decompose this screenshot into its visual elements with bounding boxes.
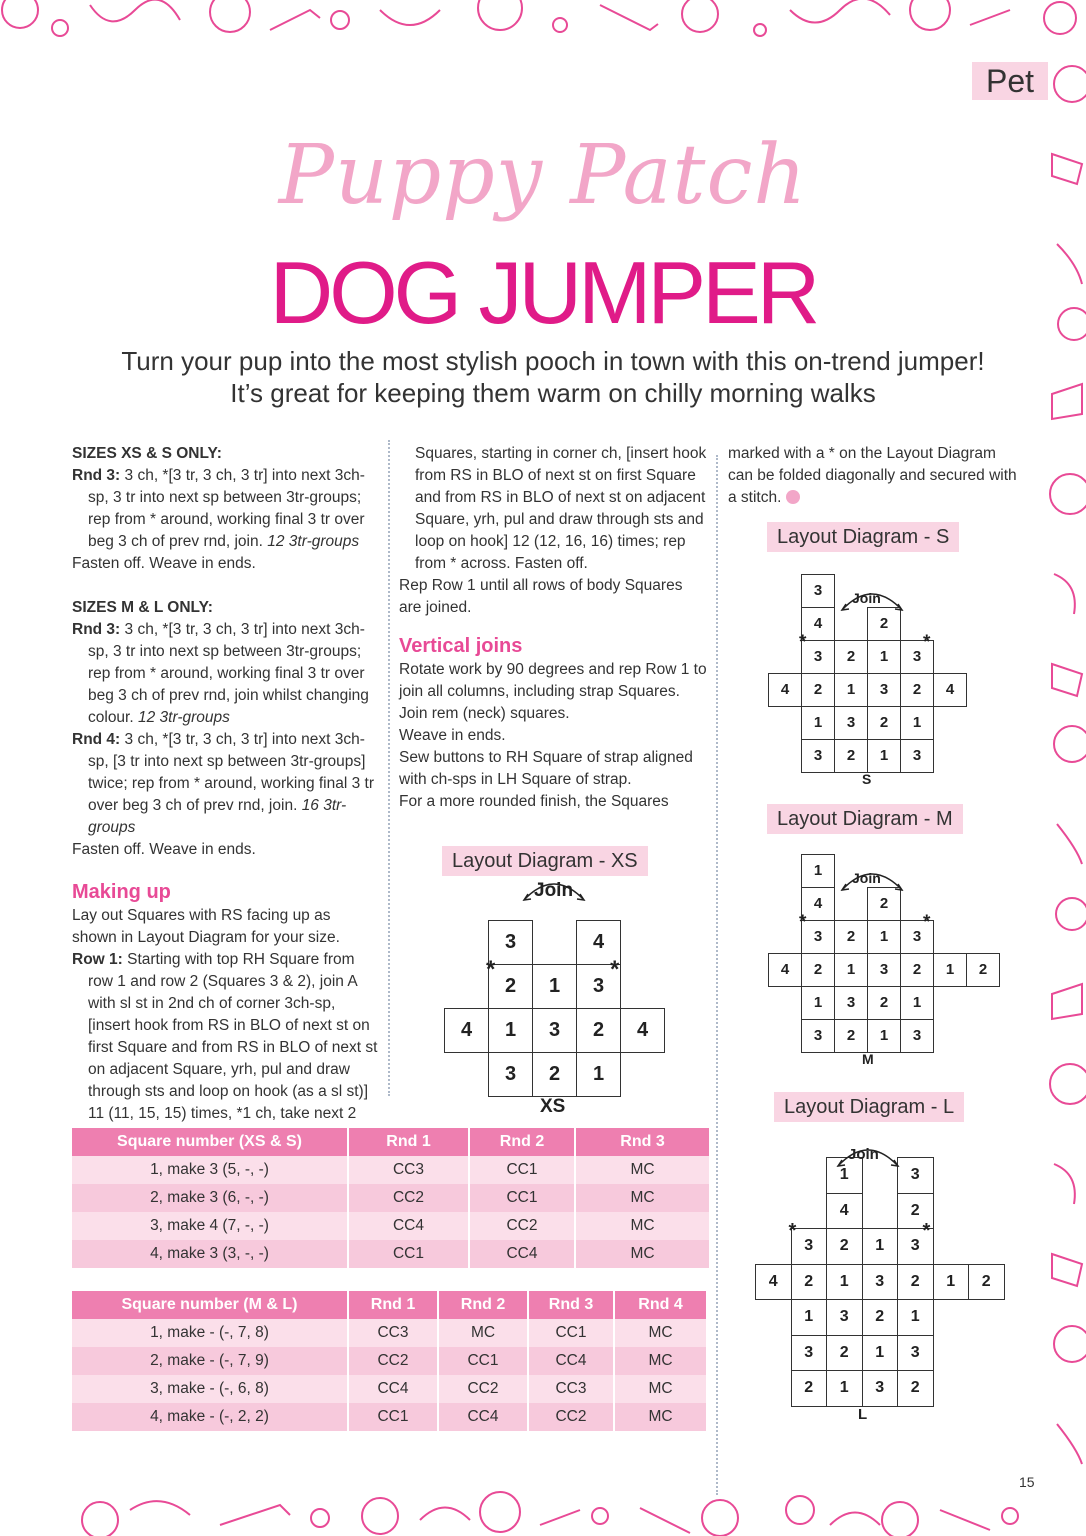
diagram-square: 2 (900, 673, 934, 707)
round-label: Rnd 3: (72, 467, 121, 484)
diagram-square: 4 (801, 887, 835, 921)
instruction-paragraph: Rotate work by 90 degrees and rep Row 1 to join all columns, including strap Squares. (399, 661, 707, 700)
square-table-m-l (72, 1291, 706, 1431)
diagram-square: 1 (801, 854, 835, 888)
diagram-square: 2 (897, 1264, 934, 1301)
fold-marker-icon: * (922, 1220, 931, 1242)
sizes-heading: SIZES M & L ONLY: (72, 599, 213, 616)
diagram-square: 2 (897, 1193, 934, 1230)
table-cell: MC (575, 1240, 709, 1268)
column-2 (399, 443, 709, 813)
sizes-heading: SIZES XS & S ONLY: (72, 445, 222, 462)
making-up-heading: Making up (72, 881, 171, 903)
table-cell: CC3 (348, 1319, 438, 1347)
diagram-square: 1 (867, 739, 901, 773)
diagram-square: 3 (900, 640, 934, 674)
round-count: 12 3tr-groups (267, 533, 360, 550)
diagram-square: 1 (801, 986, 835, 1020)
table-cell: CC3 (348, 1156, 469, 1184)
diagram-square: 1 (801, 706, 835, 740)
page-title: DOG JUMPER (269, 243, 817, 342)
round-label: Rnd 3: (72, 621, 121, 638)
instruction-paragraph: Join rem (neck) squares. (399, 705, 570, 722)
diagram-square: 3 (801, 574, 835, 608)
join-label: Join (534, 880, 574, 901)
table-row (72, 1403, 706, 1431)
column-divider (716, 455, 718, 1495)
size-label: S (862, 771, 872, 787)
table-cell: 3, make 4 (7, -, -) (72, 1212, 348, 1240)
table-row (72, 1240, 709, 1268)
join-label: Join (852, 590, 881, 606)
diagram-square: 1 (867, 920, 901, 954)
table-cell: 3, make - (-, 6, 8) (72, 1375, 348, 1403)
diagram-square: 1 (532, 964, 577, 1009)
diagram-label-l: Layout Diagram - L (774, 1092, 964, 1122)
round-count: 16 3tr-groups (88, 797, 347, 836)
round-label: Rnd 4: (72, 731, 121, 748)
diagram-square: 1 (834, 673, 868, 707)
join-arrow-icon (832, 584, 912, 614)
diagram-square: 2 (576, 1008, 621, 1053)
diagram-square: 4 (444, 1008, 489, 1053)
yarn-ball-icon (786, 490, 800, 504)
diagram-square: 1 (862, 1335, 899, 1372)
diagram-square: 3 (867, 673, 901, 707)
table-row (72, 1156, 709, 1184)
table-cell: 2, make 3 (6, -, -) (72, 1184, 348, 1212)
diagram-square: 3 (488, 920, 533, 965)
table-cell: 1, make 3 (5, -, -) (72, 1156, 348, 1184)
diagram-square: 4 (768, 953, 802, 987)
diagram-square: 2 (834, 739, 868, 773)
table-cell: CC4 (348, 1375, 438, 1403)
diagram-square: 1 (900, 986, 934, 1020)
fold-note: marked with a * on the Layout Diagram can be folded diagonally and secured with a stitch. (728, 445, 1017, 506)
diagram-square: 4 (826, 1193, 863, 1230)
diagram-square: 3 (801, 1019, 835, 1053)
table-header: Rnd 4 (614, 1291, 706, 1319)
join-arrow-icon (514, 874, 594, 904)
table-cell: CC1 (469, 1156, 575, 1184)
table-cell: MC (614, 1375, 706, 1403)
diagram-square: 3 (826, 1299, 863, 1336)
diagram-square: 3 (801, 640, 835, 674)
table-cell: CC4 (528, 1347, 614, 1375)
diagram-square: 4 (755, 1264, 792, 1301)
diagram-square: 1 (867, 640, 901, 674)
diagram-square: 2 (834, 1019, 868, 1053)
table-header: Square number (M & L) (72, 1291, 348, 1319)
diagram-square: 3 (897, 1157, 934, 1194)
diagram-square: 2 (968, 1264, 1005, 1301)
table-cell: MC (575, 1156, 709, 1184)
table-row (72, 1375, 706, 1403)
table-row (72, 1212, 709, 1240)
diagram-square: 4 (620, 1008, 665, 1053)
diagram-square: 3 (488, 1052, 533, 1097)
table-cell: CC1 (348, 1240, 469, 1268)
column-divider (388, 440, 390, 1096)
diagram-square: 1 (576, 1052, 621, 1097)
fold-marker-icon: * (923, 632, 931, 653)
diagram-square: 3 (791, 1335, 828, 1372)
diagram-square: 2 (862, 1299, 899, 1336)
diagram-square: 1 (826, 1157, 863, 1194)
diagram-square: 3 (900, 920, 934, 954)
instruction-paragraph: Sew buttons to RH Square of strap aligned with ch-sps in LH Square of strap. (399, 749, 693, 788)
vertical-joins-heading: Vertical joins (399, 635, 523, 657)
fasten-off-text: Fasten off. Weave in ends. (72, 555, 256, 572)
diagram-square: 3 (834, 706, 868, 740)
table-header: Rnd 2 (469, 1128, 575, 1156)
diagram-square: 4 (768, 673, 802, 707)
instruction-paragraph (72, 619, 378, 729)
instruction-paragraph: Squares, starting in corner ch, [insert hook from RS in BLO of next st on first Square and from RS in BLO of next st on adjacent Square, yrh, pul and draw through sts and loop on hook] 12 (12, 16, 16) times; rep from * across. Fasten off. (415, 445, 707, 572)
diagram-square: 2 (867, 986, 901, 1020)
diagram-square: 4 (576, 920, 621, 965)
table-cell: CC2 (469, 1212, 575, 1240)
table-cell: CC1 (438, 1347, 528, 1375)
table-header-row (72, 1128, 709, 1156)
table-cell: CC1 (528, 1319, 614, 1347)
diagram-square: 3 (532, 1008, 577, 1053)
table-cell: CC3 (528, 1375, 614, 1403)
table-header: Rnd 1 (348, 1128, 469, 1156)
table-cell: MC (575, 1212, 709, 1240)
column-3 (728, 443, 1018, 509)
diagram-square: 3 (801, 739, 835, 773)
diagram-square: 1 (867, 1019, 901, 1053)
diagram-square: 1 (900, 706, 934, 740)
table-cell: MC (614, 1403, 706, 1431)
table-cell: MC (614, 1347, 706, 1375)
diagram-square: 2 (867, 887, 901, 921)
instruction-paragraph (72, 465, 378, 553)
diagram-square: 1 (933, 1264, 970, 1301)
diagram-square: 3 (576, 964, 621, 1009)
instruction-paragraph: For a more rounded finish, the Squares (399, 793, 669, 810)
instruction-paragraph: Weave in ends. (399, 727, 506, 744)
table-row (72, 1347, 706, 1375)
diagram-label-s: Layout Diagram - S (767, 522, 959, 552)
diagram-square: 2 (900, 953, 934, 987)
diagram-square: 3 (801, 920, 835, 954)
table-cell: 2, make - (-, 7, 9) (72, 1347, 348, 1375)
square-table-xs-s (72, 1128, 709, 1268)
yarn-doodle-icon (0, 0, 1086, 44)
round-text: 3 ch, *[3 tr, 3 ch, 3 tr] into next 3ch-sp, 3 tr into next sp between 3tr-groups; rep from * around, working final 3 tr over beg 3 ch of prev rnd, join. (88, 467, 365, 550)
diagram-label-m: Layout Diagram - M (767, 804, 963, 834)
table-header: Rnd 3 (528, 1291, 614, 1319)
table-cell: MC (575, 1184, 709, 1212)
diagram-square: 2 (791, 1264, 828, 1301)
diagram-square: 3 (862, 1370, 899, 1407)
diagram-square: 4 (933, 673, 967, 707)
join-label: Join (852, 870, 881, 886)
diagram-square: 3 (897, 1228, 934, 1265)
join-arrow-icon (828, 1140, 908, 1170)
table-header: Square number (XS & S) (72, 1128, 348, 1156)
table-row (72, 1184, 709, 1212)
diagram-square: 1 (488, 1008, 533, 1053)
diagram-square: 4 (801, 607, 835, 641)
diagram-square: 1 (791, 1299, 828, 1336)
standfirst-line-2: It’s great for keeping them warm on chilly morning walks (230, 378, 876, 408)
yarn-doodle-icon (0, 1490, 1086, 1536)
diagram-square: 2 (834, 640, 868, 674)
decorative-border-bottom (0, 1490, 1086, 1536)
size-label: M (862, 1051, 874, 1067)
diagram-square: 2 (791, 1370, 828, 1407)
round-text: 3 ch, *[3 tr, 3 ch, 3 tr] into next 3ch-sp, 3 tr into next sp between 3tr-groups; rep from * around, working final 3 tr over beg 3 ch of prev rnd, join whilst changing colour. (88, 621, 369, 726)
round-count: 12 3tr-groups (137, 709, 230, 726)
diagram-square: 2 (488, 964, 533, 1009)
instruction-paragraph (728, 443, 1018, 509)
fasten-off-text: Fasten off. Weave in ends. (72, 841, 256, 858)
table-header: Rnd 1 (348, 1291, 438, 1319)
diagram-square: 1 (834, 953, 868, 987)
diagram-square: 3 (791, 1228, 828, 1265)
table-cell: CC2 (528, 1403, 614, 1431)
diagram-square: 1 (862, 1228, 899, 1265)
table-header: Rnd 2 (438, 1291, 528, 1319)
diagram-square: 2 (867, 706, 901, 740)
diagram-square: 2 (532, 1052, 577, 1097)
diagram-square: 2 (867, 607, 901, 641)
diagram-square: 3 (900, 739, 934, 773)
table-cell: CC4 (469, 1240, 575, 1268)
table-row (72, 1319, 706, 1347)
table-cell: 1, make - (-, 7, 8) (72, 1319, 348, 1347)
table-cell: CC2 (348, 1347, 438, 1375)
diagram-square: 2 (826, 1228, 863, 1265)
column-1 (72, 443, 378, 1125)
decorative-border-top (0, 0, 1086, 44)
fold-marker-icon: * (799, 632, 807, 653)
table-cell: CC1 (348, 1403, 438, 1431)
diagram-square: 2 (826, 1335, 863, 1372)
diagram-square: 3 (834, 986, 868, 1020)
table-cell: CC1 (469, 1184, 575, 1212)
diagram-square: 2 (897, 1370, 934, 1407)
diagram-square: 1 (826, 1370, 863, 1407)
standfirst-line-1: Turn your pup into the most stylish pooch in town with this on-trend jumper! (121, 346, 985, 376)
instruction-paragraph (72, 729, 378, 839)
table-cell: MC (614, 1319, 706, 1347)
table-cell: CC4 (348, 1212, 469, 1240)
fold-marker-icon: * (610, 956, 620, 983)
standfirst (60, 345, 1046, 409)
table-cell: CC4 (438, 1403, 528, 1431)
size-label: L (858, 1406, 868, 1423)
making-up-text: Lay out Squares with RS facing up as shown in Layout Diagram for your size. (72, 907, 340, 946)
page-number: 15 (1019, 1474, 1035, 1490)
diagram-square: 3 (867, 953, 901, 987)
diagram-square: 1 (826, 1264, 863, 1301)
script-title: Puppy Patch (278, 128, 808, 223)
table-header: Rnd 3 (575, 1128, 709, 1156)
diagram-square: 2 (801, 953, 835, 987)
fold-marker-icon: * (799, 912, 807, 933)
table-cell: 4, make - (-, 2, 2) (72, 1403, 348, 1431)
row-text: Starting with top RH Square from row 1 and row 2 (Squares 3 & 2), join A with sl st in 2nd ch of corner 3ch-sp, [insert hook from RS in BLO of next st on first Square and from RS in BLO of next st on adjacent Square, yrh, pul and draw through sts and loop on hook (as a sl st)] 11 (11, 15, 15) times, *1 ch, take next 2 (88, 951, 378, 1122)
diagram-square: 3 (897, 1335, 934, 1372)
table-cell: CC2 (438, 1375, 528, 1403)
join-arrow-icon (832, 864, 912, 894)
table-cell: 4, make 3 (3, -, -) (72, 1240, 348, 1268)
diagram-square: 2 (834, 920, 868, 954)
row-label: Row 1: (72, 951, 123, 968)
join-label: Join (848, 1146, 879, 1163)
diagram-square: 2 (801, 673, 835, 707)
diagram-square: 1 (933, 953, 967, 987)
size-label: XS (540, 1096, 566, 1117)
diagram-square: 3 (862, 1264, 899, 1301)
table-header-row (72, 1291, 706, 1319)
fold-marker-icon: * (923, 912, 931, 933)
fold-marker-icon: * (486, 956, 496, 983)
round-text: 3 ch, *[3 tr, 3 ch, 3 tr] into next 3ch-sp, [3 tr into next sp between 3tr-groups] twice; rep from * around, working final 3 tr over beg 3 ch of prev rnd, join. (88, 731, 375, 814)
diagram-label-xs: Layout Diagram - XS (442, 846, 648, 876)
instruction-paragraph: Rep Row 1 until all rows of body Squares are joined. (399, 577, 683, 616)
diagram-square: 1 (897, 1299, 934, 1336)
table-cell: MC (438, 1319, 528, 1347)
diagram-square: 3 (900, 1019, 934, 1053)
table-cell: CC2 (348, 1184, 469, 1212)
instruction-paragraph (72, 949, 378, 1125)
fold-marker-icon: * (788, 1220, 797, 1242)
diagram-square: 2 (966, 953, 1000, 987)
section-tag: Pet (972, 62, 1048, 100)
